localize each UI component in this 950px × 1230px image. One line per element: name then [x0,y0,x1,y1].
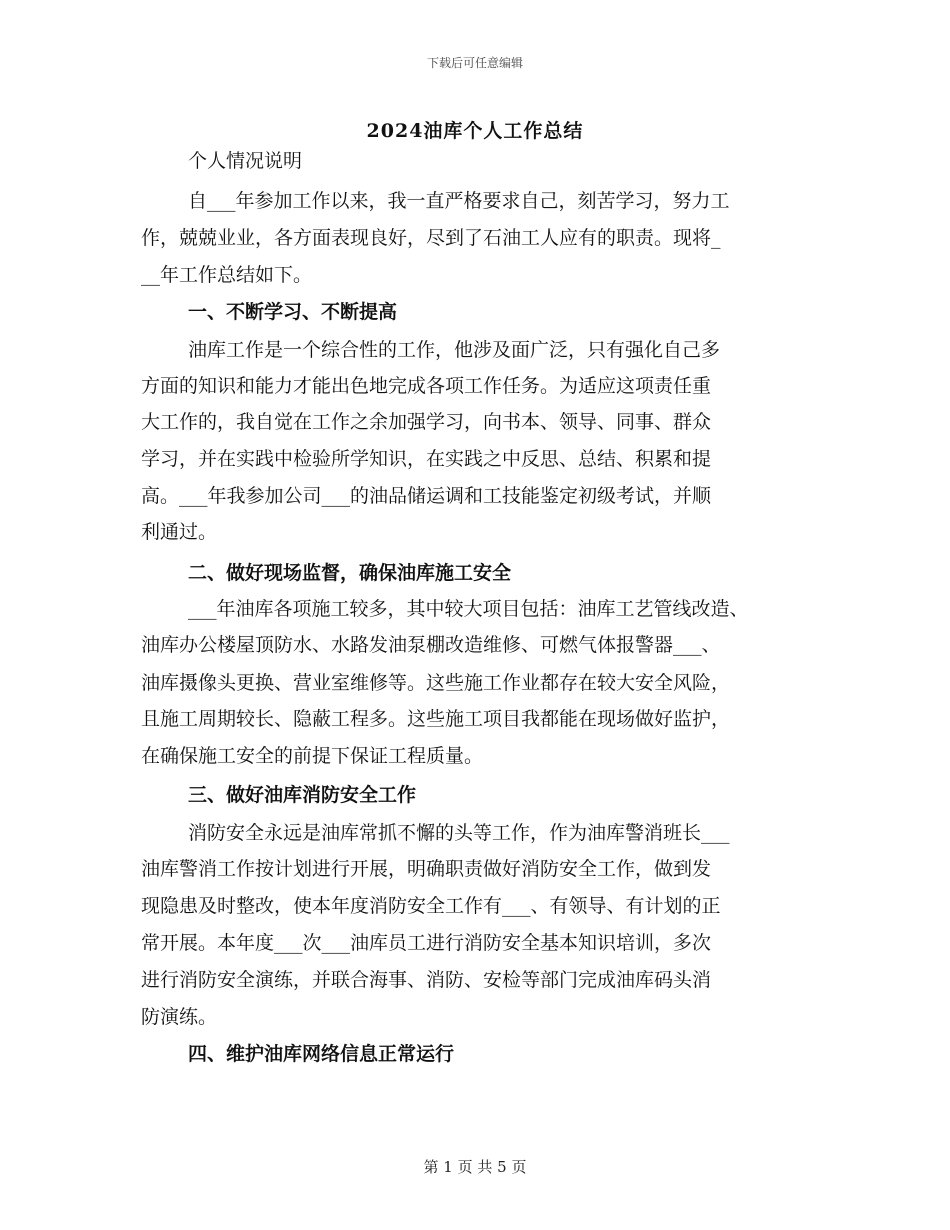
body-line: 学习，并在实践中检验所学知识，在实践之中反思、总结、积累和提 [141,448,712,470]
header-note: 下载后可任意编辑 [426,56,523,70]
body-line: 消防安全永远是油库常抓不懈的头等工作，作为油库警消班长___ [188,822,730,844]
body-line: 油库摄像头更换、营业室维修等。这些施工作业都存在较大安全风险， [141,672,731,694]
body-line: 高。___年我参加公司___的油品储运调和工技能鉴定初级考试，并顺 [141,485,712,507]
body-line: 油库警消工作按计划进行开展，明确职责做好消防安全工作，做到发 [141,858,712,880]
body-line: 大工作的，我自觉在工作之余加强学习，向书本、领导、同事、群众 [141,411,712,433]
section-heading: 二、做好现场监督，确保油库施工安全 [188,562,512,584]
body-line: 作，兢兢业业，各方面表现良好，尽到了石油工人应有的职责。现将_ [141,227,721,249]
body-line: 进行消防安全演练，并联合海事、消防、安检等部门完成油库码头消 [141,969,712,991]
body-line: 利通过。 [141,521,218,543]
body-line: 方面的知识和能力才能出色地完成各项工作任务。为适应这项责任重 [141,375,712,397]
body-line: 现隐患及时整改，使本年度消防安全工作有___、有领导、有计划的正 [141,895,721,917]
body-line: 自___年参加工作以来，我一直严格要求自己，刻苦学习，努力工 [188,190,730,212]
body-line: 个人情况说明 [188,150,303,172]
page-footer: 第 1 页 共 5 页 [423,1158,527,1176]
body-line: 防演练。 [141,1006,218,1028]
body-line: 油库工作是一个综合性的工作，他涉及面广泛，只有强化自己多 [188,339,721,361]
section-heading: 四、维护油库网络信息正常运行 [188,1043,455,1065]
body-line: 油库办公楼屋顶防水、水路发油泵棚改造维修、可燃气体报警器___、 [141,634,721,656]
body-line: ___年油库各项施工较多，其中较大项目包括：油库工艺管线改造、 [188,598,749,620]
body-line: 且施工周期较长、隐蔽工程多。这些施工项目我都能在现场做好监护， [141,708,731,730]
body-line: __年工作总结如下。 [141,264,313,286]
document-title: 2024油库个人工作总结 [366,120,584,142]
body-line: 在确保施工安全的前提下保证工程质量。 [141,745,484,767]
section-heading: 三、做好油库消防安全工作 [188,784,417,806]
body-line: 常开展。本年度___次___油库员工进行消防安全基本知识培训，多次 [141,932,712,954]
section-heading: 一、不断学习、不断提高 [188,301,398,323]
